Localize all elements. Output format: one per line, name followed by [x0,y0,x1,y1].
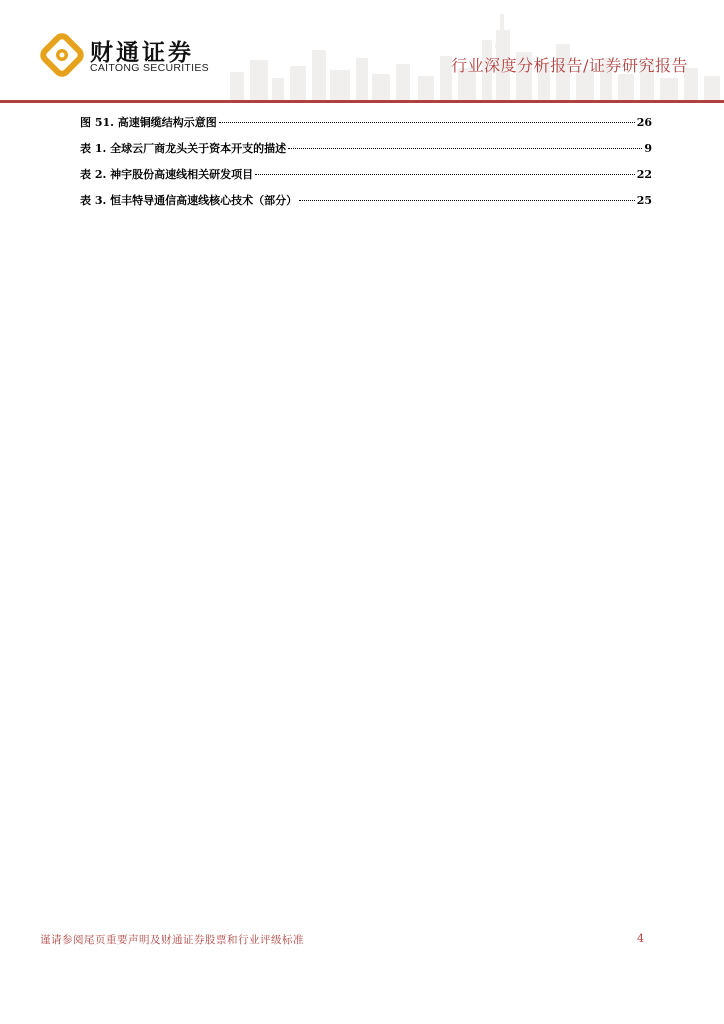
toc-entry-page: 22 [636,168,652,181]
footer-disclaimer: 谨请参阅尾页重要声明及财通证券股票和行业评级标准 [40,934,304,946]
toc-leader-dots [255,174,635,175]
toc-entry-table-2[interactable] [80,167,652,183]
toc-entry-table-1[interactable] [80,141,652,157]
header-divider [0,100,724,103]
toc-leader-dots [219,122,635,123]
logo-wordmark-cn: 财通证券 [90,40,194,66]
table-of-contents [80,115,652,219]
footer-page-number: 4 [637,932,644,945]
page-header [0,0,724,104]
toc-entry-label: 图 51. 高速铜缆结构示意图 [80,116,217,129]
toc-entry-figure-51[interactable] [80,115,652,131]
toc-entry-label: 表 3. 恒丰特导通信高速线核心技术（部分） [80,194,298,207]
toc-entry-table-3[interactable] [80,193,652,209]
report-type-title: 行业深度分析报告/证券研究报告 [451,56,688,75]
toc-entry-label: 表 1. 全球云厂商龙头关于资本开支的描述 [80,142,287,155]
logo-wordmark-en: CAITONG SECURITIES [90,62,209,74]
toc-entry-label: 表 2. 神宇股份高速线相关研发项目 [80,168,254,181]
toc-entry-page: 25 [636,194,652,207]
toc-leader-dots [299,200,635,201]
caitong-logo-icon [40,33,84,77]
toc-entry-page: 26 [636,116,652,129]
toc-entry-page: 9 [644,142,652,155]
toc-leader-dots [288,148,642,149]
